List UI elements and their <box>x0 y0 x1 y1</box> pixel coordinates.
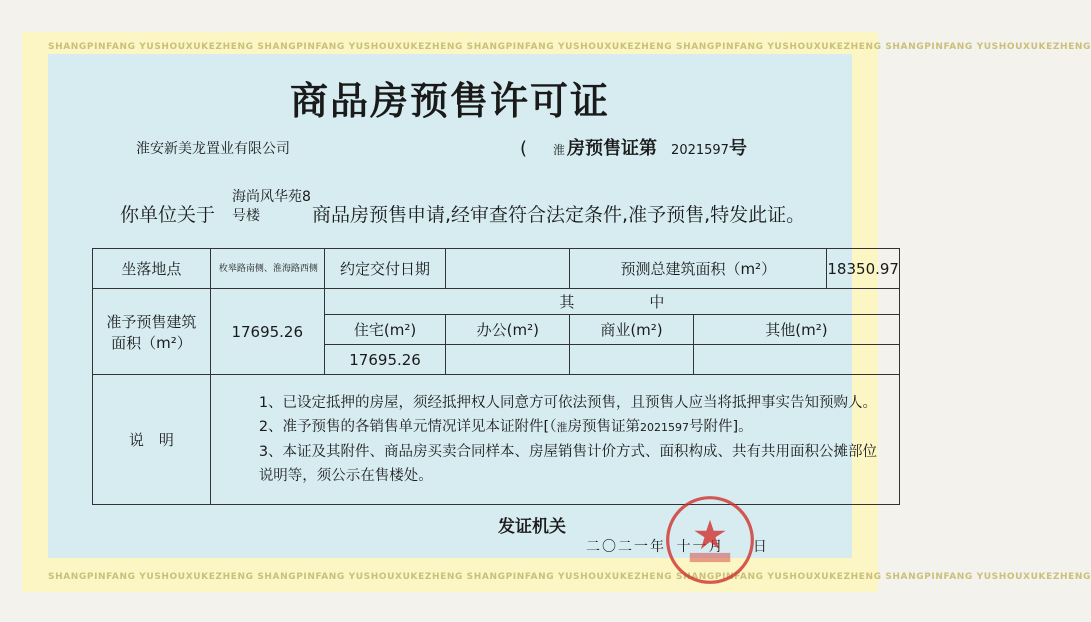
cert-suffix: 号 <box>728 138 747 159</box>
val-residential: 17695.26 <box>324 345 446 375</box>
delivery-label: 约定交付日期 <box>324 249 446 289</box>
of-which-header: 其 中 <box>324 289 899 315</box>
official-seal-icon <box>664 494 756 586</box>
date-day-label: 日 <box>752 539 769 555</box>
table-row <box>93 249 900 289</box>
company-name: 淮安新美龙置业有限公司 <box>136 141 290 157</box>
approval-prefix: 你单位关于 <box>120 204 216 226</box>
total-area-value: 18350.97 <box>827 249 900 289</box>
val-other <box>693 345 899 375</box>
note2-b: 房预售证第 <box>567 419 640 435</box>
issuing-authority-label: 发证机关 <box>498 517 566 537</box>
cert-prefix: 淮 <box>553 143 566 157</box>
cert-open-paren: ( <box>520 138 528 159</box>
presale-area-label: 准予预售建筑面积（m²） <box>93 289 211 375</box>
delivery-value <box>446 249 570 289</box>
note-2 <box>219 415 889 440</box>
approval-statement <box>120 189 806 227</box>
date-year: 二〇二一年 <box>586 539 666 555</box>
val-commercial <box>570 345 694 375</box>
note2-prefix: 淮 <box>556 421 568 434</box>
val-office <box>446 345 570 375</box>
total-area-label: 预测总建筑面积（m²） <box>570 249 827 289</box>
col-residential: 住宅(m²) <box>324 315 446 345</box>
project-name: 海尚风华苑8号楼 <box>232 189 311 224</box>
col-other: 其他(m²) <box>693 315 899 345</box>
table-row <box>93 375 900 505</box>
note-3: 3、本证及其附件、商品房买卖合同样本、房屋销售计价方式、面积构成、共有共用面积公摊部位说明等，须公示在售楼处。 <box>258 444 878 484</box>
date-month: 十一月 <box>676 539 725 555</box>
cert-label: 房预售证第 <box>567 138 658 159</box>
note2-c: 号附件]。 <box>688 419 753 435</box>
notes-label: 说 明 <box>93 375 211 505</box>
certificate-title: 商品房预售许可证 <box>289 78 610 123</box>
notes-content <box>210 375 899 505</box>
certificate-table <box>92 248 900 505</box>
cert-number-value: 2021597 <box>671 143 729 158</box>
note-1: 1、已设定抵押的房屋，须经抵押权人同意方可依法预售，且预售人应当将抵押事实告知预购人。 <box>258 395 878 411</box>
certificate-number <box>520 134 747 160</box>
border-text-top: SHANGPINFANG YUSHOUXUKEZHENG SHANGPINFANG YUSHOUXUKEZHENG SHANGPINFANG YUSHOUXUKEZHENG SHANGPINFANG YUSHOUXUKEZHENG SHANGPINFANG YUSHOUXUKEZHENG <box>48 42 1091 52</box>
presale-area-value: 17695.26 <box>210 289 324 375</box>
col-commercial: 商业(m²) <box>570 315 694 345</box>
note2-number: 2021597 <box>639 421 689 434</box>
approval-text: 商品房预售申请,经审查符合法定条件,准予预售,特发此证。 <box>312 204 806 226</box>
table-row <box>93 289 900 315</box>
col-office: 办公(m²) <box>446 315 570 345</box>
border-text-bottom: SHANGPINFANG YUSHOUXUKEZHENG SHANGPINFANG YUSHOUXUKEZHENG SHANGPINFANG YUSHOUXUKEZHENG SHANGPINFANG YUSHOUXUKEZHENG SHANGPINFANG YUSHOUXUKEZHENG <box>48 572 1091 582</box>
note2-a: 2、准予预售的各销售单元情况详见本证附件[（ <box>258 419 557 435</box>
location-label: 坐落地点 <box>93 249 211 289</box>
location-value: 枚皋路南侧、淮海路西侧 <box>210 249 324 289</box>
